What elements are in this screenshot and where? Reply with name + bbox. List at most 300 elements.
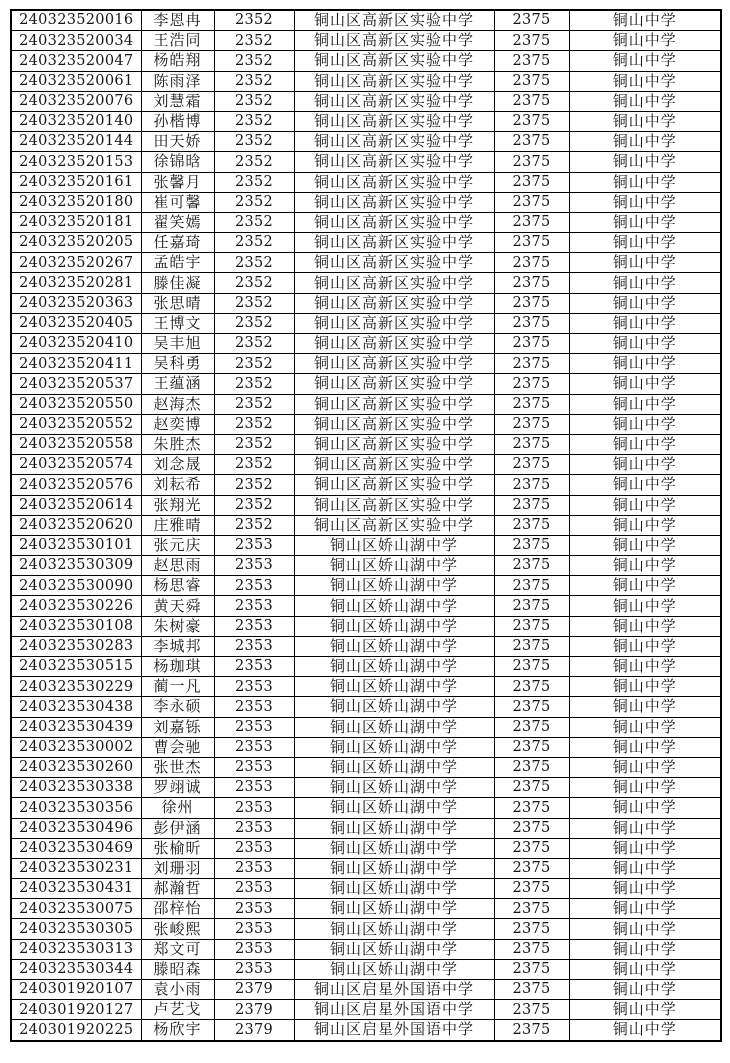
cell-student-name: 滕佳凝	[141, 273, 214, 293]
cell-admit-code: 2375	[494, 192, 569, 212]
cell-school-code: 2352	[214, 212, 294, 232]
table-row	[11, 475, 721, 495]
student-admission-table	[10, 9, 722, 1042]
cell-school-name: 铜山区高新区实验中学	[294, 434, 494, 454]
cell-exam-id: 240323520550	[11, 394, 141, 414]
table-row	[11, 354, 721, 374]
cell-admit-code: 2375	[494, 697, 569, 717]
cell-admit-school: 铜山中学	[569, 778, 721, 798]
cell-school-code: 2352	[214, 434, 294, 454]
table-row	[11, 939, 721, 959]
cell-student-name: 李城邦	[141, 636, 214, 656]
cell-school-name: 铜山区启星外国语中学	[294, 1000, 494, 1020]
cell-admit-code: 2375	[494, 374, 569, 394]
cell-admit-school: 铜山中学	[569, 495, 721, 515]
cell-exam-id: 240323520574	[11, 455, 141, 475]
cell-school-name: 铜山区娇山湖中学	[294, 535, 494, 555]
cell-student-name: 任嘉琦	[141, 233, 214, 253]
cell-admit-code: 2375	[494, 879, 569, 899]
cell-student-name: 滕昭森	[141, 959, 214, 979]
cell-student-name: 彭伊涵	[141, 818, 214, 838]
cell-school-code: 2353	[214, 556, 294, 576]
cell-school-code: 2352	[214, 111, 294, 131]
cell-student-name: 庄雅晴	[141, 515, 214, 535]
cell-admit-school: 铜山中学	[569, 414, 721, 434]
cell-admit-school: 铜山中学	[569, 51, 721, 71]
cell-exam-id: 240323530469	[11, 838, 141, 858]
cell-school-name: 铜山区高新区实验中学	[294, 192, 494, 212]
table-row	[11, 798, 721, 818]
cell-admit-school: 铜山中学	[569, 313, 721, 333]
cell-student-name: 黄天舜	[141, 596, 214, 616]
cell-student-name: 卢艺戈	[141, 1000, 214, 1020]
cell-school-code: 2352	[214, 10, 294, 31]
cell-admit-school: 铜山中学	[569, 334, 721, 354]
cell-admit-code: 2375	[494, 313, 569, 333]
cell-student-name: 翟笑嫣	[141, 212, 214, 232]
cell-school-code: 2353	[214, 737, 294, 757]
cell-school-name: 铜山区高新区实验中学	[294, 51, 494, 71]
cell-exam-id: 240323520405	[11, 313, 141, 333]
cell-exam-id: 240323530283	[11, 636, 141, 656]
table-row	[11, 132, 721, 152]
cell-admit-school: 铜山中学	[569, 677, 721, 697]
cell-admit-school: 铜山中学	[569, 253, 721, 273]
cell-admit-school: 铜山中学	[569, 1000, 721, 1020]
cell-admit-code: 2375	[494, 919, 569, 939]
cell-exam-id: 240323530431	[11, 879, 141, 899]
cell-admit-school: 铜山中学	[569, 576, 721, 596]
cell-school-code: 2352	[214, 71, 294, 91]
cell-school-code: 2353	[214, 677, 294, 697]
cell-exam-id: 240323520016	[11, 10, 141, 31]
table-row	[11, 556, 721, 576]
cell-school-code: 2352	[214, 132, 294, 152]
table-row	[11, 838, 721, 858]
cell-admit-school: 铜山中学	[569, 111, 721, 131]
cell-school-name: 铜山区高新区实验中学	[294, 455, 494, 475]
cell-exam-id: 240323520180	[11, 192, 141, 212]
cell-school-name: 铜山区娇山湖中学	[294, 556, 494, 576]
cell-school-code: 2353	[214, 717, 294, 737]
cell-exam-id: 240323530090	[11, 576, 141, 596]
cell-student-name: 张元庆	[141, 535, 214, 555]
cell-student-name: 王浩同	[141, 31, 214, 51]
cell-exam-id: 240323520614	[11, 495, 141, 515]
cell-exam-id: 240323520411	[11, 354, 141, 374]
cell-admit-code: 2375	[494, 858, 569, 878]
cell-exam-id: 240323530075	[11, 899, 141, 919]
cell-exam-id: 240323520144	[11, 132, 141, 152]
cell-admit-code: 2375	[494, 778, 569, 798]
cell-school-code: 2353	[214, 959, 294, 979]
cell-admit-code: 2375	[494, 172, 569, 192]
cell-admit-school: 铜山中学	[569, 798, 721, 818]
cell-school-name: 铜山区娇山湖中学	[294, 959, 494, 979]
cell-admit-school: 铜山中学	[569, 212, 721, 232]
cell-student-name: 朱树豪	[141, 616, 214, 636]
cell-exam-id: 240323530309	[11, 556, 141, 576]
cell-school-name: 铜山区娇山湖中学	[294, 838, 494, 858]
cell-student-name: 刘慧霜	[141, 91, 214, 111]
cell-admit-code: 2375	[494, 616, 569, 636]
cell-school-code: 2353	[214, 778, 294, 798]
cell-school-name: 铜山区娇山湖中学	[294, 879, 494, 899]
cell-school-name: 铜山区高新区实验中学	[294, 293, 494, 313]
cell-school-name: 铜山区娇山湖中学	[294, 636, 494, 656]
cell-admit-code: 2375	[494, 677, 569, 697]
cell-school-code: 2352	[214, 273, 294, 293]
cell-school-name: 铜山区高新区实验中学	[294, 132, 494, 152]
cell-student-name: 杨欣宇	[141, 1020, 214, 1041]
cell-school-name: 铜山区高新区实验中学	[294, 152, 494, 172]
cell-school-name: 铜山区娇山湖中学	[294, 899, 494, 919]
cell-school-name: 铜山区娇山湖中学	[294, 596, 494, 616]
cell-school-name: 铜山区高新区实验中学	[294, 515, 494, 535]
cell-exam-id: 240323520205	[11, 233, 141, 253]
cell-admit-school: 铜山中学	[569, 596, 721, 616]
cell-exam-id: 240301920127	[11, 1000, 141, 1020]
cell-school-name: 铜山区娇山湖中学	[294, 576, 494, 596]
cell-exam-id: 240323530313	[11, 939, 141, 959]
cell-school-code: 2353	[214, 535, 294, 555]
cell-admit-code: 2375	[494, 31, 569, 51]
cell-school-code: 2352	[214, 192, 294, 212]
cell-student-name: 杨思睿	[141, 576, 214, 596]
cell-admit-code: 2375	[494, 475, 569, 495]
cell-admit-school: 铜山中学	[569, 434, 721, 454]
cell-school-name: 铜山区娇山湖中学	[294, 919, 494, 939]
cell-school-name: 铜山区高新区实验中学	[294, 374, 494, 394]
cell-exam-id: 240323530496	[11, 818, 141, 838]
cell-exam-id: 240323530002	[11, 737, 141, 757]
cell-admit-school: 铜山中学	[569, 899, 721, 919]
cell-student-name: 刘嘉铄	[141, 717, 214, 737]
cell-admit-code: 2375	[494, 91, 569, 111]
cell-school-code: 2352	[214, 414, 294, 434]
cell-admit-school: 铜山中学	[569, 535, 721, 555]
cell-admit-code: 2375	[494, 10, 569, 31]
cell-exam-id: 240323520267	[11, 253, 141, 273]
cell-admit-school: 铜山中学	[569, 233, 721, 253]
table-row	[11, 374, 721, 394]
table-row	[11, 293, 721, 313]
cell-school-code: 2352	[214, 51, 294, 71]
cell-exam-id: 240323520153	[11, 152, 141, 172]
cell-school-code: 2353	[214, 939, 294, 959]
cell-student-name: 刘珊羽	[141, 858, 214, 878]
cell-school-code: 2353	[214, 757, 294, 777]
cell-school-code: 2353	[214, 818, 294, 838]
cell-school-name: 铜山区高新区实验中学	[294, 253, 494, 273]
cell-student-name: 陈雨泽	[141, 71, 214, 91]
cell-admit-code: 2375	[494, 394, 569, 414]
cell-exam-id: 240323520410	[11, 334, 141, 354]
cell-school-code: 2353	[214, 899, 294, 919]
cell-student-name: 朱胜杰	[141, 434, 214, 454]
cell-admit-school: 铜山中学	[569, 192, 721, 212]
cell-exam-id: 240323530260	[11, 757, 141, 777]
cell-school-code: 2352	[214, 293, 294, 313]
cell-student-name: 刘念晟	[141, 455, 214, 475]
table-row	[11, 737, 721, 757]
cell-school-name: 铜山区启星外国语中学	[294, 1020, 494, 1041]
cell-school-code: 2353	[214, 697, 294, 717]
cell-student-name: 王蕴涵	[141, 374, 214, 394]
cell-admit-school: 铜山中学	[569, 737, 721, 757]
table-row	[11, 31, 721, 51]
cell-admit-school: 铜山中学	[569, 132, 721, 152]
cell-student-name: 崔可馨	[141, 192, 214, 212]
cell-admit-code: 2375	[494, 838, 569, 858]
cell-admit-school: 铜山中学	[569, 757, 721, 777]
cell-school-code: 2352	[214, 172, 294, 192]
cell-admit-code: 2375	[494, 354, 569, 374]
cell-school-name: 铜山区高新区实验中学	[294, 233, 494, 253]
cell-student-name: 张馨月	[141, 172, 214, 192]
cell-school-code: 2353	[214, 838, 294, 858]
cell-admit-school: 铜山中学	[569, 293, 721, 313]
table-row	[11, 515, 721, 535]
cell-admit-code: 2375	[494, 959, 569, 979]
cell-admit-code: 2375	[494, 293, 569, 313]
cell-exam-id: 240323530515	[11, 657, 141, 677]
cell-student-name: 罗翊诚	[141, 778, 214, 798]
cell-admit-code: 2375	[494, 737, 569, 757]
table-row	[11, 273, 721, 293]
cell-student-name: 吴丰旭	[141, 334, 214, 354]
cell-school-name: 铜山区娇山湖中学	[294, 757, 494, 777]
cell-admit-school: 铜山中学	[569, 31, 721, 51]
cell-exam-id: 240323520537	[11, 374, 141, 394]
table-row	[11, 394, 721, 414]
table-row	[11, 253, 721, 273]
cell-admit-school: 铜山中学	[569, 657, 721, 677]
cell-admit-school: 铜山中学	[569, 838, 721, 858]
cell-admit-school: 铜山中学	[569, 636, 721, 656]
cell-student-name: 杨珈琪	[141, 657, 214, 677]
cell-admit-code: 2375	[494, 556, 569, 576]
cell-admit-code: 2375	[494, 757, 569, 777]
cell-student-name: 张世杰	[141, 757, 214, 777]
cell-school-code: 2353	[214, 657, 294, 677]
cell-school-code: 2352	[214, 515, 294, 535]
cell-admit-school: 铜山中学	[569, 71, 721, 91]
cell-school-name: 铜山区高新区实验中学	[294, 172, 494, 192]
table-row	[11, 818, 721, 838]
table-row	[11, 434, 721, 454]
cell-admit-code: 2375	[494, 596, 569, 616]
cell-school-name: 铜山区高新区实验中学	[294, 31, 494, 51]
cell-exam-id: 240323530231	[11, 858, 141, 878]
cell-school-name: 铜山区娇山湖中学	[294, 939, 494, 959]
cell-school-name: 铜山区娇山湖中学	[294, 737, 494, 757]
cell-student-name: 徐锦晗	[141, 152, 214, 172]
cell-admit-code: 2375	[494, 717, 569, 737]
cell-student-name: 郑文可	[141, 939, 214, 959]
cell-admit-code: 2375	[494, 233, 569, 253]
cell-student-name: 杨皓翔	[141, 51, 214, 71]
cell-admit-code: 2375	[494, 152, 569, 172]
cell-admit-code: 2375	[494, 132, 569, 152]
cell-exam-id: 240323530229	[11, 677, 141, 697]
cell-school-name: 铜山区娇山湖中学	[294, 616, 494, 636]
cell-school-name: 铜山区高新区实验中学	[294, 10, 494, 31]
table-row	[11, 192, 721, 212]
table-row	[11, 657, 721, 677]
table-row	[11, 535, 721, 555]
table-row	[11, 414, 721, 434]
cell-school-name: 铜山区高新区实验中学	[294, 354, 494, 374]
cell-admit-code: 2375	[494, 1000, 569, 1020]
table-row	[11, 212, 721, 232]
cell-admit-school: 铜山中学	[569, 959, 721, 979]
document-page	[10, 9, 722, 1042]
cell-admit-code: 2375	[494, 414, 569, 434]
cell-exam-id: 240323530305	[11, 919, 141, 939]
cell-school-code: 2352	[214, 31, 294, 51]
cell-school-code: 2353	[214, 879, 294, 899]
cell-student-name: 赵奕博	[141, 414, 214, 434]
cell-school-code: 2352	[214, 152, 294, 172]
cell-admit-school: 铜山中学	[569, 273, 721, 293]
table-row	[11, 313, 721, 333]
cell-admit-school: 铜山中学	[569, 697, 721, 717]
cell-admit-school: 铜山中学	[569, 374, 721, 394]
cell-school-code: 2379	[214, 980, 294, 1000]
table-row	[11, 172, 721, 192]
cell-exam-id: 240323520047	[11, 51, 141, 71]
cell-school-code: 2353	[214, 858, 294, 878]
cell-student-name: 袁小雨	[141, 980, 214, 1000]
cell-admit-code: 2375	[494, 71, 569, 91]
cell-school-name: 铜山区娇山湖中学	[294, 657, 494, 677]
cell-school-name: 铜山区启星外国语中学	[294, 980, 494, 1000]
cell-school-code: 2352	[214, 313, 294, 333]
cell-school-name: 铜山区娇山湖中学	[294, 717, 494, 737]
table-row	[11, 636, 721, 656]
cell-school-code: 2379	[214, 1020, 294, 1041]
cell-admit-code: 2375	[494, 334, 569, 354]
cell-school-name: 铜山区高新区实验中学	[294, 414, 494, 434]
table-row	[11, 879, 721, 899]
cell-student-name: 张榆昕	[141, 838, 214, 858]
table-row	[11, 616, 721, 636]
table-row	[11, 334, 721, 354]
cell-school-code: 2379	[214, 1000, 294, 1020]
cell-admit-school: 铜山中学	[569, 10, 721, 31]
table-row	[11, 10, 721, 31]
table-row	[11, 152, 721, 172]
cell-admit-code: 2375	[494, 455, 569, 475]
cell-admit-school: 铜山中学	[569, 152, 721, 172]
cell-admit-school: 铜山中学	[569, 455, 721, 475]
cell-school-code: 2353	[214, 919, 294, 939]
cell-exam-id: 240323520061	[11, 71, 141, 91]
table-row	[11, 1020, 721, 1041]
cell-school-name: 铜山区高新区实验中学	[294, 313, 494, 333]
cell-school-name: 铜山区高新区实验中学	[294, 273, 494, 293]
cell-school-name: 铜山区高新区实验中学	[294, 394, 494, 414]
cell-school-code: 2352	[214, 394, 294, 414]
cell-exam-id: 240323530438	[11, 697, 141, 717]
cell-exam-id: 240323520140	[11, 111, 141, 131]
cell-school-name: 铜山区娇山湖中学	[294, 798, 494, 818]
cell-school-name: 铜山区高新区实验中学	[294, 111, 494, 131]
cell-exam-id: 240323530101	[11, 535, 141, 555]
table-row	[11, 1000, 721, 1020]
cell-student-name: 徐州	[141, 798, 214, 818]
cell-admit-school: 铜山中学	[569, 717, 721, 737]
cell-exam-id: 240323520576	[11, 475, 141, 495]
cell-exam-id: 240323520034	[11, 31, 141, 51]
cell-school-name: 铜山区娇山湖中学	[294, 858, 494, 878]
cell-school-code: 2353	[214, 636, 294, 656]
cell-exam-id: 240323520161	[11, 172, 141, 192]
cell-admit-school: 铜山中学	[569, 556, 721, 576]
cell-admit-code: 2375	[494, 818, 569, 838]
table-row	[11, 717, 721, 737]
cell-student-name: 张翔光	[141, 495, 214, 515]
cell-school-name: 铜山区娇山湖中学	[294, 697, 494, 717]
cell-school-code: 2352	[214, 455, 294, 475]
table-row	[11, 757, 721, 777]
cell-school-name: 铜山区高新区实验中学	[294, 334, 494, 354]
cell-school-code: 2352	[214, 374, 294, 394]
cell-admit-code: 2375	[494, 495, 569, 515]
cell-exam-id: 240323530344	[11, 959, 141, 979]
table-row	[11, 576, 721, 596]
cell-exam-id: 240323530108	[11, 616, 141, 636]
cell-exam-id: 240323520181	[11, 212, 141, 232]
cell-school-code: 2352	[214, 91, 294, 111]
cell-admit-code: 2375	[494, 939, 569, 959]
table-row	[11, 233, 721, 253]
table-row	[11, 91, 721, 111]
cell-admit-code: 2375	[494, 798, 569, 818]
cell-admit-code: 2375	[494, 111, 569, 131]
cell-admit-code: 2375	[494, 576, 569, 596]
cell-school-name: 铜山区高新区实验中学	[294, 212, 494, 232]
table-row	[11, 51, 721, 71]
cell-admit-code: 2375	[494, 980, 569, 1000]
cell-admit-code: 2375	[494, 273, 569, 293]
cell-student-name: 赵海杰	[141, 394, 214, 414]
cell-admit-school: 铜山中学	[569, 980, 721, 1000]
table-row	[11, 778, 721, 798]
cell-exam-id: 240323530338	[11, 778, 141, 798]
cell-school-code: 2352	[214, 495, 294, 515]
table-row	[11, 677, 721, 697]
cell-admit-school: 铜山中学	[569, 818, 721, 838]
cell-admit-school: 铜山中学	[569, 172, 721, 192]
cell-admit-code: 2375	[494, 899, 569, 919]
cell-admit-school: 铜山中学	[569, 858, 721, 878]
table-row	[11, 697, 721, 717]
cell-exam-id: 240301920225	[11, 1020, 141, 1041]
cell-student-name: 孙楷博	[141, 111, 214, 131]
cell-student-name: 孟皓宇	[141, 253, 214, 273]
cell-student-name: 赵思雨	[141, 556, 214, 576]
cell-admit-school: 铜山中学	[569, 515, 721, 535]
cell-student-name: 田天娇	[141, 132, 214, 152]
cell-school-code: 2353	[214, 576, 294, 596]
table-row	[11, 596, 721, 616]
cell-student-name: 曹会驰	[141, 737, 214, 757]
cell-admit-school: 铜山中学	[569, 939, 721, 959]
cell-admit-code: 2375	[494, 253, 569, 273]
cell-school-name: 铜山区高新区实验中学	[294, 91, 494, 111]
